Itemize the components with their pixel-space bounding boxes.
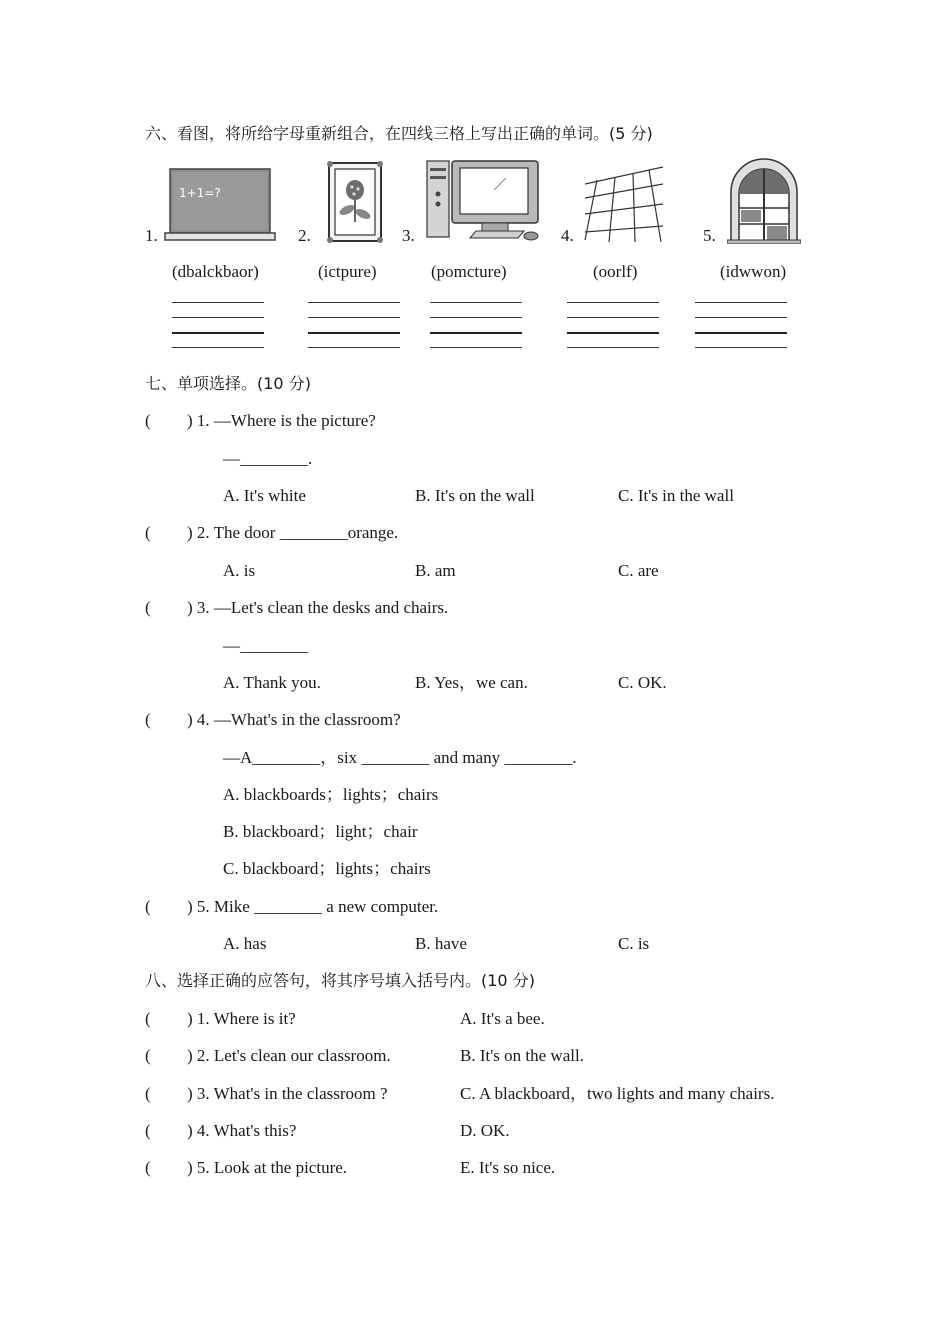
answer-bracket[interactable]: ( <box>145 1046 151 1065</box>
match-answer: A. It's a bee. <box>460 1009 545 1028</box>
match-question: ) 5. Look at the picture. <box>187 1158 348 1177</box>
question-text: ) 5. Mike ________ a new computer. <box>187 897 439 916</box>
option-a[interactable]: A. blackboards；lights；chairs <box>223 785 439 804</box>
scrambled-letters: (pomcture) <box>431 262 507 281</box>
option-b[interactable]: B. blackboard；light；chair <box>223 822 418 841</box>
answer-bracket[interactable]: ( <box>145 598 151 617</box>
answer-bracket[interactable]: ( <box>145 710 151 729</box>
scrambled-letters: (oorlf) <box>593 262 638 281</box>
option-b[interactable]: B. have <box>415 934 467 953</box>
framed-picture-icon <box>326 160 384 244</box>
four-line-writing-grid[interactable] <box>430 302 522 348</box>
blackboard-picture-icon <box>163 166 277 244</box>
computer-picture-icon <box>424 158 546 244</box>
match-answer: D. OK. <box>460 1121 510 1140</box>
scrambled-letters: (dbalckbaor) <box>172 262 259 281</box>
question-text: ) 2. The door ________orange. <box>187 523 399 542</box>
match-question: ) 1. Where is it? <box>187 1009 296 1028</box>
answer-bracket[interactable]: ( <box>145 1121 151 1140</box>
answer-bracket[interactable]: ( <box>145 1158 151 1177</box>
answer-blank-line: —A________，six ________ and many ________. <box>223 748 577 767</box>
option-a[interactable]: A. Thank you. <box>223 673 321 692</box>
match-answer: E. It's so nice. <box>460 1158 556 1177</box>
four-line-writing-grid[interactable] <box>308 302 400 348</box>
section6-title: 六、看图，将所给字母重新组合，在四线三格上写出正确的单词。(5 分) <box>145 124 653 143</box>
option-b[interactable]: B. am <box>415 561 456 580</box>
item-number: 4. <box>561 226 574 245</box>
match-question: ) 2. Let's clean our classroom. <box>187 1046 391 1065</box>
item-number: 3. <box>402 226 415 245</box>
answer-blank-line: —________. <box>223 449 313 468</box>
section7-title: 七、单项选择。(10 分) <box>145 374 311 393</box>
match-question: ) 4. What's this? <box>187 1121 297 1140</box>
option-c[interactable]: C. It's in the wall <box>618 486 734 505</box>
match-question: ) 3. What's in the classroom ? <box>187 1084 388 1103</box>
option-c[interactable]: C. OK. <box>618 673 667 692</box>
four-line-writing-grid[interactable] <box>695 302 787 348</box>
section8-title: 八、选择正确的应答句，将其序号填入括号内。(10 分) <box>145 971 535 990</box>
question-text: ) 1. —Where is the picture? <box>187 411 376 430</box>
scrambled-letters: (idwwon) <box>720 262 787 281</box>
match-answer: C. A blackboard，two lights and many chairs. <box>460 1084 775 1103</box>
option-b[interactable]: B. Yes，we can. <box>415 673 528 692</box>
item-number: 5. <box>703 226 716 245</box>
board-text: 1+1=? <box>179 186 221 200</box>
answer-bracket[interactable]: ( <box>145 1009 151 1028</box>
window-picture-icon <box>727 156 801 244</box>
question-text: ) 3. —Let's clean the desks and chairs. <box>187 598 449 617</box>
answer-bracket[interactable]: ( <box>145 411 151 430</box>
option-c[interactable]: C. blackboard；lights；chairs <box>223 859 431 878</box>
four-line-writing-grid[interactable] <box>567 302 659 348</box>
answer-bracket[interactable]: ( <box>145 523 151 542</box>
answer-bracket[interactable]: ( <box>145 897 151 916</box>
scrambled-letters: (ictpure) <box>318 262 377 281</box>
option-a[interactable]: A. It's white <box>223 486 306 505</box>
answer-blank-line: —________ <box>223 636 308 655</box>
four-line-writing-grid[interactable] <box>172 302 264 348</box>
option-c[interactable]: C. is <box>618 934 650 953</box>
question-text: ) 4. —What's in the classroom? <box>187 710 401 729</box>
option-a[interactable]: A. is <box>223 561 256 580</box>
item-number: 2. <box>298 226 311 245</box>
floor-picture-icon <box>583 162 667 244</box>
match-answer: B. It's on the wall. <box>460 1046 584 1065</box>
item-number: 1. <box>145 226 158 245</box>
option-c[interactable]: C. are <box>618 561 659 580</box>
option-a[interactable]: A. has <box>223 934 267 953</box>
answer-bracket[interactable]: ( <box>145 1084 151 1103</box>
option-b[interactable]: B. It's on the wall <box>415 486 535 505</box>
